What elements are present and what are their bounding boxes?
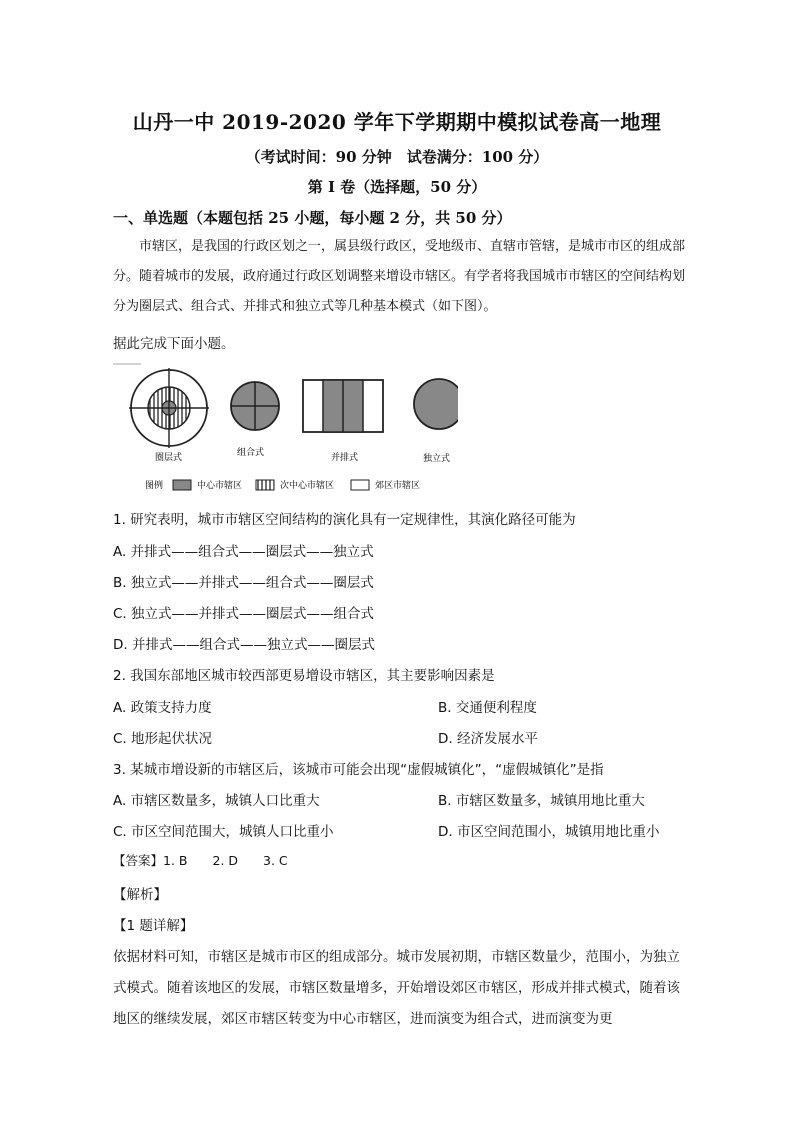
question-2-option-d: D. 经济发展水平 xyxy=(438,731,538,747)
exam-title: 山丹一中 2019-2020 学年下学期期中模拟试卷高一地理 xyxy=(132,110,662,134)
label-independent: 独立式 xyxy=(423,454,451,464)
question-1-stem: 1. 研究表明，城市市辖区空间结构的演化具有一定规律性，其演化路径可能为 xyxy=(113,512,576,528)
question-3-option-b: B. 市辖区数量多，城镇用地比重大 xyxy=(438,793,645,809)
paper-section-heading: 第 I 卷（选择题，50 分） xyxy=(307,178,487,196)
combined-model-diagram xyxy=(231,382,279,430)
question-3-option-c: C. 市区空间范围大，城镇人口比重小 xyxy=(113,824,334,840)
question-3-stem: 3. 某城市增设新的市辖区后，该城市可能会出现“虚假城镇化”，“虚假城镇化”是指 xyxy=(113,762,604,778)
label-concentric: 圈层式 xyxy=(155,453,183,463)
detail-tag: 【1 题详解】 xyxy=(113,918,194,934)
figure-legend xyxy=(145,479,420,491)
section-heading: 一、单选题（本题包括 25 小题，每小题 2 分，共 50 分） xyxy=(113,209,512,227)
legend-swatch-suburban xyxy=(351,480,369,490)
answer-values: 1. B 2. D 3. C xyxy=(163,853,288,868)
question-2-stem: 2. 我国东部地区城市较西部更易增设市辖区，其主要影响因素是 xyxy=(113,668,495,684)
legend-title: 图例 xyxy=(145,481,164,491)
exam-subtitle: （考试时间：90 分钟 试卷满分：100 分） xyxy=(245,148,549,166)
question-2-option-b: B. 交通便利程度 xyxy=(438,700,537,716)
label-parallel: 并排式 xyxy=(331,453,359,463)
independent-model-diagram xyxy=(414,379,458,429)
question-2-option-c: C. 地形起伏状况 xyxy=(113,731,213,747)
answer-line xyxy=(113,851,288,869)
question-1-option-b: B. 独立式——并排式——组合式——圈层式 xyxy=(113,575,374,591)
legend-label-subcenter: 次中心市辖区 xyxy=(280,481,335,491)
question-2-option-a: A. 政策支持力度 xyxy=(113,700,212,716)
concentric-model-diagram xyxy=(129,368,209,448)
legend-label-suburban: 郊区市辖区 xyxy=(375,481,421,491)
answer-tag: 【答案】 xyxy=(113,853,164,868)
lead-sentence: 据此完成下面小题。 xyxy=(113,336,235,352)
legend-label-center: 中心市辖区 xyxy=(197,481,243,491)
city-structure-figure xyxy=(113,362,458,497)
question-3-option-a: A. 市辖区数量多，城镇人口比重大 xyxy=(113,793,320,809)
parallel-model-diagram xyxy=(303,380,383,432)
legend-swatch-center xyxy=(173,480,191,490)
explanation-text: 依据材料可知，市辖区是城市市区的组成部分。城市发展初期，市辖区数量少，范围小，为独立式模式。随着该地区的发展，市辖区数量增多，开始增设郊区市辖区，形成并排式模式，随着该地区的继续发展，郊区市辖区转变为中心市辖区，进而演变为组合式，进而演变为更 xyxy=(113,949,680,1027)
legend-swatch-subcenter xyxy=(256,480,274,490)
question-1-option-c: C. 独立式——并排式——圈层式——组合式 xyxy=(113,606,375,622)
reading-passage: 市辖区，是我国的行政区划之一，属县级行政区，受地级市、直辖市管辖，是城市市区的组成部分。随着城市的发展，政府通过行政区划调整来增设市辖区。有学者将我国城市市辖区的空间结构划分为圈层式、组合式、并排式和独立式等几种基本模式（如下图）。 xyxy=(113,239,686,314)
analysis-tag: 【解析】 xyxy=(113,887,167,903)
question-1-option-d: D. 并排式——组合式——独立式——圈层式 xyxy=(113,637,375,653)
label-combined: 组合式 xyxy=(237,448,265,458)
question-3-option-d: D. 市区空间范围小，城镇用地比重小 xyxy=(438,824,660,840)
question-1-option-a: A. 并排式——组合式——圈层式——独立式 xyxy=(113,544,374,560)
